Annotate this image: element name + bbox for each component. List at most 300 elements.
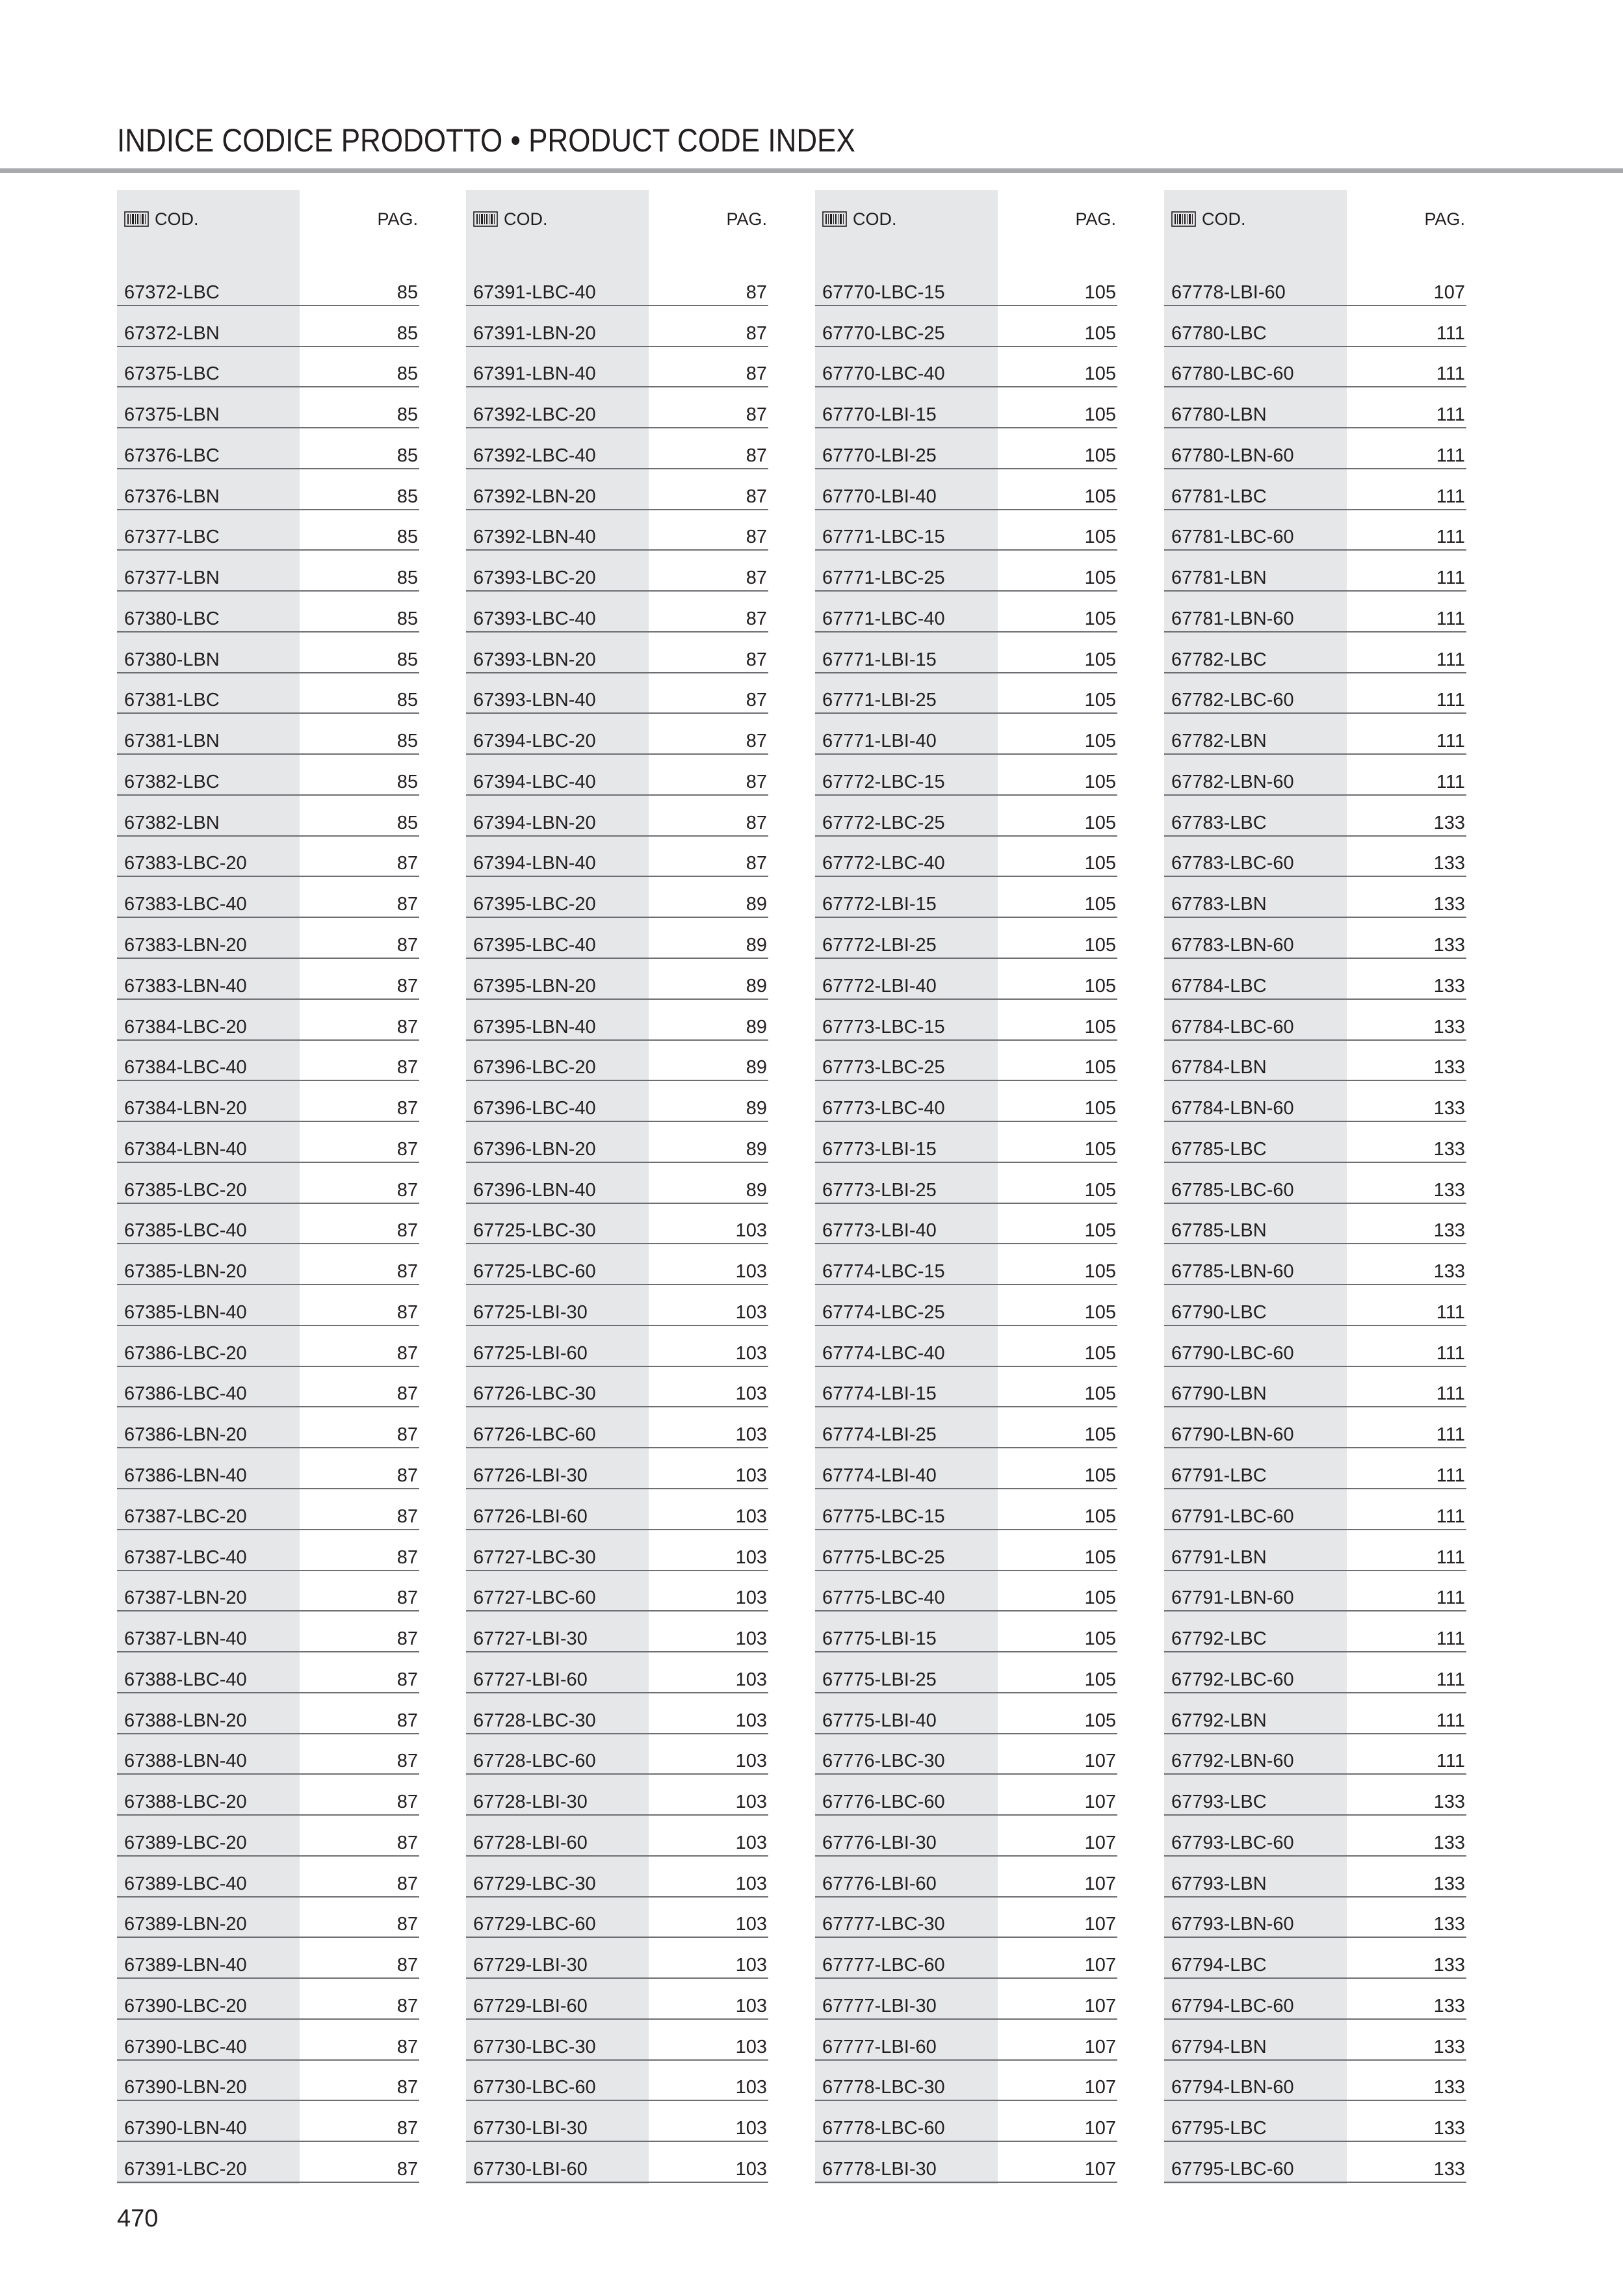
- product-code: 67391-LBN-20: [473, 322, 596, 344]
- index-row: [815, 1816, 1117, 1857]
- product-code: 67391-LBN-40: [473, 363, 596, 385]
- index-row: [815, 469, 1117, 510]
- product-code: 67775-LBC-25: [822, 1546, 945, 1568]
- page-ref: 87: [396, 1587, 418, 1609]
- index-row: [815, 673, 1117, 714]
- index-row: [1164, 387, 1466, 428]
- page-ref: 87: [746, 404, 767, 426]
- product-code: 67771-LBC-25: [822, 567, 945, 589]
- product-code: 67791-LBN-60: [1171, 1587, 1294, 1609]
- product-code: 67384-LBN-20: [124, 1098, 247, 1119]
- index-row: [117, 469, 419, 510]
- index-row: [815, 428, 1117, 469]
- index-row: [815, 1489, 1117, 1530]
- product-code: 67390-LBC-40: [124, 2036, 247, 2057]
- page-ref: 133: [1433, 1261, 1465, 1283]
- index-row: [466, 2142, 768, 2183]
- page-ref: 87: [396, 1342, 418, 1364]
- index-row: [117, 1081, 419, 1122]
- index-row: [117, 1530, 419, 1571]
- product-code: 67785-LBN-60: [1171, 1261, 1294, 1283]
- product-code: 67383-LBC-40: [124, 894, 247, 915]
- index-row: [815, 959, 1117, 1000]
- product-code: 67794-LBN: [1171, 2036, 1267, 2057]
- product-code: 67794-LBC-60: [1171, 1995, 1294, 2016]
- page-ref: 103: [735, 1873, 767, 1894]
- page-ref: 105: [1084, 771, 1116, 792]
- index-row: [815, 1041, 1117, 1082]
- index-row: [815, 755, 1117, 796]
- index-row: [466, 1979, 768, 2020]
- index-row: [1164, 306, 1466, 347]
- product-code: 67795-LBC: [1171, 2118, 1267, 2139]
- product-code: 67383-LBN-20: [124, 935, 247, 956]
- page-ref: 85: [396, 812, 418, 833]
- page-ref: 87: [746, 322, 767, 344]
- product-code: 67380-LBC: [124, 608, 220, 629]
- product-code: 67396-LBN-40: [473, 1179, 596, 1201]
- product-code: 67783-LBN-60: [1171, 935, 1294, 956]
- product-code: 67772-LBC-15: [822, 771, 945, 792]
- index-row: [466, 673, 768, 714]
- index-row: [466, 347, 768, 388]
- product-code: 67782-LBC: [1171, 649, 1267, 670]
- index-row: [117, 877, 419, 918]
- product-code: 67775-LBI-25: [822, 1669, 937, 1690]
- page-ref: 103: [735, 1628, 767, 1650]
- product-code: 67389-LBN-40: [124, 1955, 247, 1976]
- page-ref: 133: [1433, 2036, 1465, 2057]
- title-rule: [0, 168, 1623, 173]
- index-row: [815, 1775, 1117, 1816]
- page-ref: 89: [746, 894, 767, 915]
- index-row: [466, 1285, 768, 1326]
- index-row: [117, 265, 419, 306]
- index-row: [815, 510, 1117, 551]
- page-ref: 105: [1084, 1301, 1116, 1323]
- page-ref: 107: [1084, 2118, 1116, 2139]
- index-row: [466, 1938, 768, 1979]
- product-code: 67728-LBC-60: [473, 1751, 596, 1772]
- product-code: 67772-LBC-40: [822, 853, 945, 874]
- index-row: [466, 2020, 768, 2061]
- pag-header-label: PAG.: [1075, 209, 1116, 229]
- product-code: 67395-LBN-40: [473, 1016, 596, 1037]
- page-ref: 111: [1436, 567, 1465, 589]
- product-code: 67726-LBI-60: [473, 1506, 588, 1527]
- page-ref: 107: [1084, 1832, 1116, 1853]
- index-row: [1164, 1530, 1466, 1571]
- product-code: 67795-LBC-60: [1171, 2158, 1294, 2180]
- index-row: [466, 1652, 768, 1693]
- page-ref: 85: [396, 771, 418, 792]
- product-code: 67771-LBC-40: [822, 608, 945, 629]
- index-row: [815, 2020, 1117, 2061]
- index-row: [466, 1775, 768, 1816]
- index-row: [1164, 2142, 1466, 2183]
- index-row: [815, 1898, 1117, 1938]
- column-header: [466, 209, 768, 229]
- page-ref: 87: [396, 1179, 418, 1201]
- index-row: [466, 510, 768, 551]
- index-row: [1164, 633, 1466, 673]
- product-code: 67392-LBN-20: [473, 486, 596, 507]
- product-code: 67775-LBI-40: [822, 1710, 937, 1731]
- pag-header-label: PAG.: [726, 209, 767, 229]
- index-row: [815, 796, 1117, 837]
- index-row: [466, 1081, 768, 1122]
- page-ref: 87: [396, 1751, 418, 1772]
- page-ref: 87: [396, 2036, 418, 2057]
- product-code: 67393-LBC-40: [473, 608, 596, 629]
- page-ref: 103: [735, 1261, 767, 1283]
- product-code: 67794-LBC: [1171, 1955, 1267, 1976]
- product-code: 67783-LBC: [1171, 812, 1267, 833]
- product-code: 67780-LBC: [1171, 322, 1267, 344]
- product-code: 67728-LBI-60: [473, 1832, 588, 1853]
- page-ref: 103: [735, 1383, 767, 1405]
- index-row: [117, 2061, 419, 2102]
- page-ref: 87: [396, 853, 418, 874]
- index-row: [466, 796, 768, 837]
- page-ref: 111: [1436, 1546, 1465, 1568]
- page-ref: 107: [1084, 1955, 1116, 1976]
- product-code: 67785-LBN: [1171, 1220, 1267, 1242]
- product-code: 67772-LBI-25: [822, 935, 937, 956]
- page-ref: 103: [735, 1424, 767, 1446]
- page-ref: 107: [1433, 281, 1465, 303]
- page-ref: 87: [396, 1710, 418, 1731]
- page-ref: 107: [1084, 1914, 1116, 1935]
- page-ref: 103: [735, 1342, 767, 1364]
- index-row: [1164, 1489, 1466, 1530]
- product-code: 67773-LBC-15: [822, 1016, 945, 1037]
- index-row: [117, 837, 419, 878]
- product-code: 67394-LBC-40: [473, 771, 596, 792]
- page-ref: 103: [735, 1710, 767, 1731]
- index-row: [815, 2061, 1117, 2102]
- index-row: [117, 1734, 419, 1775]
- page-ref: 87: [746, 731, 767, 752]
- index-row: [1164, 673, 1466, 714]
- index-row: [466, 1244, 768, 1285]
- product-code: 67394-LBN-20: [473, 812, 596, 833]
- index-row: [466, 1734, 768, 1775]
- page-ref: 85: [396, 608, 418, 629]
- product-code: 67727-LBI-30: [473, 1628, 588, 1650]
- page-ref: 111: [1436, 771, 1465, 792]
- page-ref: 103: [735, 1832, 767, 1853]
- product-code: 67381-LBC: [124, 690, 220, 711]
- product-code: 67393-LBN-40: [473, 690, 596, 711]
- index-row: [117, 592, 419, 633]
- index-row: [117, 1489, 419, 1530]
- page-ref: 133: [1433, 1016, 1465, 1037]
- product-code: 67389-LBC-20: [124, 1832, 247, 1853]
- product-code: 67728-LBI-30: [473, 1792, 588, 1813]
- product-code: 67384-LBC-40: [124, 1057, 247, 1078]
- product-code: 67793-LBN: [1171, 1873, 1267, 1894]
- page-ref: 103: [735, 1465, 767, 1486]
- index-row: [815, 1611, 1117, 1652]
- product-code: 67391-LBC-40: [473, 281, 596, 303]
- page-ref: 87: [746, 608, 767, 629]
- index-row: [1164, 347, 1466, 388]
- index-row: [1164, 1407, 1466, 1448]
- page-ref: 85: [396, 731, 418, 752]
- product-code: 67726-LBC-60: [473, 1424, 596, 1446]
- index-row: [466, 1041, 768, 1082]
- index-row: [117, 551, 419, 592]
- index-row: [117, 1857, 419, 1898]
- index-row: [815, 2101, 1117, 2142]
- index-row: [1164, 877, 1466, 918]
- index-row: [815, 1857, 1117, 1898]
- product-code: 67385-LBN-20: [124, 1261, 247, 1283]
- index-row: [815, 1000, 1117, 1041]
- product-code: 67778-LBI-30: [822, 2158, 937, 2180]
- pag-header-label: PAG.: [377, 209, 418, 229]
- page-ref: 133: [1433, 1873, 1465, 1894]
- page-ref: 111: [1436, 1587, 1465, 1609]
- product-code: 67791-LBN: [1171, 1546, 1267, 1568]
- page-ref: 133: [1433, 1995, 1465, 2016]
- cod-header-label: COD.: [853, 209, 897, 229]
- page-ref: 87: [746, 486, 767, 507]
- page-ref: 103: [735, 1955, 767, 1976]
- page-ref: 111: [1436, 404, 1465, 426]
- page-ref: 85: [396, 690, 418, 711]
- page-ref: 103: [735, 1506, 767, 1527]
- product-code: 67393-LBN-20: [473, 649, 596, 670]
- product-code: 67784-LBC-60: [1171, 1016, 1294, 1037]
- page-ref: 87: [396, 1792, 418, 1813]
- product-code: 67774-LBI-25: [822, 1424, 937, 1446]
- index-row: [815, 1979, 1117, 2020]
- page-ref: 105: [1084, 1383, 1116, 1405]
- page-ref: 85: [396, 445, 418, 466]
- product-code: 67771-LBI-25: [822, 690, 937, 711]
- page-ref: 133: [1433, 894, 1465, 915]
- page-ref: 87: [396, 1465, 418, 1486]
- page-ref: 103: [735, 2036, 767, 2057]
- product-code: 67771-LBI-40: [822, 731, 937, 752]
- page-ref: 89: [746, 975, 767, 997]
- index-row: [466, 265, 768, 306]
- index-row: [1164, 918, 1466, 959]
- page-ref: 105: [1084, 445, 1116, 466]
- product-code: 67729-LBI-60: [473, 1995, 588, 2016]
- product-code: 67776-LBI-60: [822, 1873, 937, 1894]
- page-ref: 105: [1084, 567, 1116, 589]
- page-ref: 87: [396, 1138, 418, 1160]
- product-code: 67777-LBI-30: [822, 1995, 937, 2016]
- page-ref: 87: [746, 281, 767, 303]
- index-row: [117, 918, 419, 959]
- page-ref: 105: [1084, 527, 1116, 548]
- index-row: [466, 1448, 768, 1489]
- index-row: [466, 714, 768, 755]
- product-code: 67774-LBI-40: [822, 1465, 937, 1486]
- index-row: [117, 1571, 419, 1612]
- page-ref: 89: [746, 1138, 767, 1160]
- product-code: 67728-LBC-30: [473, 1710, 596, 1731]
- index-row: [815, 1244, 1117, 1285]
- page-ref: 105: [1084, 1057, 1116, 1078]
- page-ref: 87: [396, 1506, 418, 1527]
- page-ref: 87: [396, 1669, 418, 1690]
- index-row: [117, 1898, 419, 1938]
- index-row: [815, 1285, 1117, 1326]
- index-row: [1164, 592, 1466, 633]
- index-row: [466, 1693, 768, 1734]
- product-code: 67778-LBC-30: [822, 2077, 945, 2098]
- product-code: 67390-LBN-20: [124, 2077, 247, 2098]
- product-code: 67776-LBC-60: [822, 1792, 945, 1813]
- index-row: [117, 1367, 419, 1408]
- page-ref: 111: [1436, 445, 1465, 466]
- product-code: 67730-LBC-60: [473, 2077, 596, 2098]
- page-ref: 133: [1433, 1792, 1465, 1813]
- page-ref: 107: [1084, 1995, 1116, 2016]
- pag-header-label: PAG.: [1424, 209, 1465, 229]
- index-row: [466, 755, 768, 796]
- page-ref: 87: [396, 1832, 418, 1853]
- page-ref: 107: [1084, 2158, 1116, 2180]
- page-ref: 111: [1436, 1669, 1465, 1690]
- page-ref: 105: [1084, 1546, 1116, 1568]
- page-ref: 103: [735, 2118, 767, 2139]
- index-row: [1164, 1326, 1466, 1367]
- index-row: [815, 1530, 1117, 1571]
- product-code: 67772-LBC-25: [822, 812, 945, 833]
- index-row: [1164, 837, 1466, 878]
- product-code: 67730-LBC-30: [473, 2036, 596, 2057]
- product-code: 67793-LBC-60: [1171, 1832, 1294, 1853]
- index-row: [466, 1326, 768, 1367]
- page-ref: 87: [746, 363, 767, 385]
- index-row: [117, 1285, 419, 1326]
- product-code: 67794-LBN-60: [1171, 2077, 1294, 2098]
- page-ref: 111: [1436, 731, 1465, 752]
- product-code: 67776-LBC-30: [822, 1751, 945, 1772]
- page-ref: 87: [396, 1098, 418, 1119]
- page-ref: 111: [1436, 1710, 1465, 1731]
- index-row: [1164, 1938, 1466, 1979]
- index-row: [815, 387, 1117, 428]
- index-row: [1164, 2101, 1466, 2142]
- page-ref: 87: [396, 935, 418, 956]
- index-row: [466, 1163, 768, 1204]
- index-row: [1164, 1204, 1466, 1245]
- page-ref: 103: [735, 1751, 767, 1772]
- page-ref: 105: [1084, 690, 1116, 711]
- page-ref: 133: [1433, 1138, 1465, 1160]
- product-code: 67725-LBI-30: [473, 1301, 588, 1323]
- page-ref: 107: [1084, 1873, 1116, 1894]
- product-code: 67727-LBC-30: [473, 1546, 596, 1568]
- page-ref: 107: [1084, 2036, 1116, 2057]
- product-code: 67396-LBC-40: [473, 1098, 596, 1119]
- page-ref: 103: [735, 1587, 767, 1609]
- product-code: 67777-LBC-60: [822, 1955, 945, 1976]
- page-ref: 111: [1436, 322, 1465, 344]
- product-code: 67388-LBN-40: [124, 1751, 247, 1772]
- index-row: [1164, 510, 1466, 551]
- product-code: 67395-LBN-20: [473, 975, 596, 997]
- page-ref: 85: [396, 404, 418, 426]
- index-row: [1164, 1244, 1466, 1285]
- product-code: 67392-LBN-40: [473, 527, 596, 548]
- page-ref: 105: [1084, 731, 1116, 752]
- page-ref: 85: [396, 649, 418, 670]
- index-row: [815, 1163, 1117, 1204]
- index-row: [1164, 1693, 1466, 1734]
- page-ref: 133: [1433, 2158, 1465, 2180]
- page-ref: 87: [396, 1057, 418, 1078]
- index-row: [1164, 1816, 1466, 1857]
- page-ref: 87: [396, 2158, 418, 2180]
- product-code: 67394-LBC-20: [473, 731, 596, 752]
- product-code: 67780-LBN-60: [1171, 445, 1294, 466]
- page-ref: 105: [1084, 1342, 1116, 1364]
- product-code: 67385-LBC-20: [124, 1179, 247, 1201]
- index-row: [466, 837, 768, 878]
- index-row: [466, 387, 768, 428]
- page-ref: 111: [1436, 363, 1465, 385]
- product-code: 67372-LBC: [124, 281, 220, 303]
- page-ref: 87: [396, 1955, 418, 1976]
- index-column: [815, 190, 1117, 2184]
- index-row: [815, 1571, 1117, 1612]
- product-code: 67772-LBI-15: [822, 894, 937, 915]
- page-ref: 89: [746, 1179, 767, 1201]
- product-code: 67385-LBC-40: [124, 1220, 247, 1242]
- page-ref: 87: [396, 975, 418, 997]
- page-ref: 89: [746, 935, 767, 956]
- product-code: 67386-LBC-20: [124, 1342, 247, 1364]
- index-row: [466, 1857, 768, 1898]
- product-code: 67793-LBN-60: [1171, 1914, 1294, 1935]
- index-row: [1164, 1285, 1466, 1326]
- index-row: [815, 306, 1117, 347]
- product-code: 67780-LBN: [1171, 404, 1267, 426]
- page-ref: 133: [1433, 1220, 1465, 1242]
- page-ref: 85: [396, 567, 418, 589]
- product-code: 67783-LBC-60: [1171, 853, 1294, 874]
- product-code: 67781-LBC: [1171, 486, 1267, 507]
- product-code: 67727-LBI-60: [473, 1669, 588, 1690]
- page-ref: 111: [1436, 1383, 1465, 1405]
- index-row: [466, 1000, 768, 1041]
- product-code: 67770-LBC-40: [822, 363, 945, 385]
- page-ref: 87: [396, 1546, 418, 1568]
- page-ref: 111: [1436, 1628, 1465, 1650]
- page-ref: 87: [396, 1016, 418, 1037]
- product-code: 67376-LBN: [124, 486, 220, 507]
- product-code: 67725-LBC-30: [473, 1220, 596, 1242]
- page-ref: 105: [1084, 363, 1116, 385]
- page-ref: 87: [396, 1261, 418, 1283]
- product-code: 67780-LBC-60: [1171, 363, 1294, 385]
- index-row: [815, 2142, 1117, 2183]
- page-ref: 87: [396, 1301, 418, 1323]
- page-ref: 133: [1433, 1914, 1465, 1935]
- product-code: 67391-LBC-20: [124, 2158, 247, 2180]
- page-ref: 87: [396, 1873, 418, 1894]
- product-code: 67784-LBN-60: [1171, 1098, 1294, 1119]
- product-code: 67792-LBN-60: [1171, 1751, 1294, 1772]
